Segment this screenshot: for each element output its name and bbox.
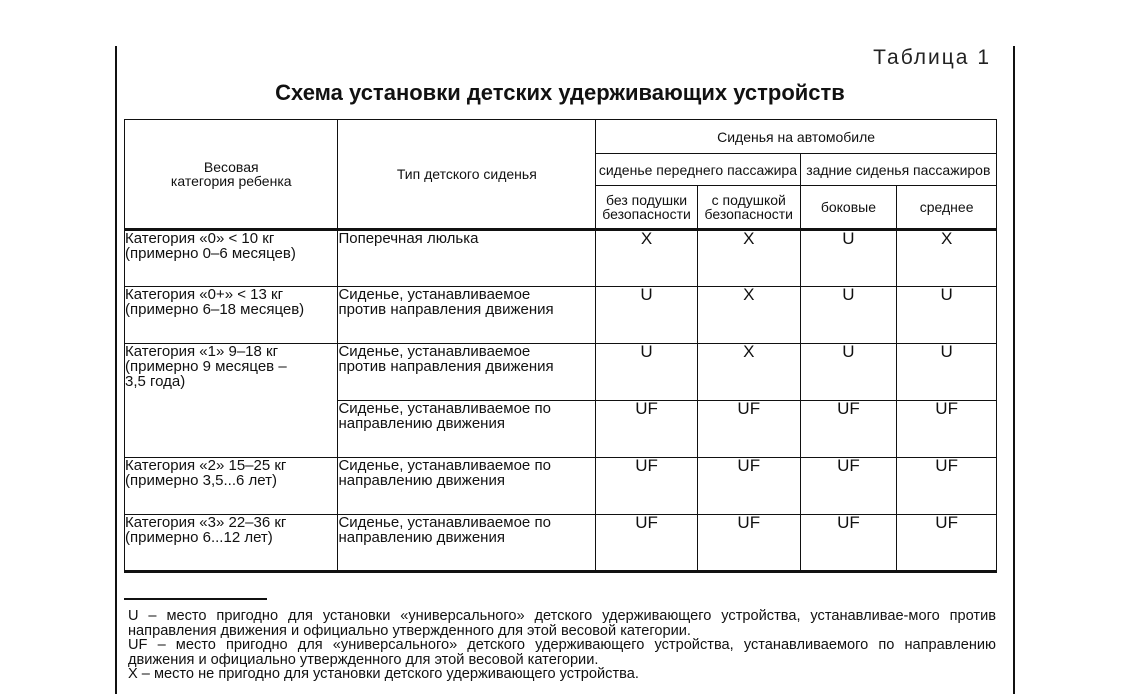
header-middle: среднее — [897, 186, 997, 230]
cell-rear-middle: X — [897, 230, 997, 287]
cell-front-without-airbag: UF — [596, 515, 698, 572]
cell-rear-middle: UF — [897, 458, 997, 515]
page-left-rule — [115, 46, 117, 694]
cell-rear-side: U — [800, 344, 897, 401]
header-without-airbag: без подушки безопасности — [596, 186, 698, 230]
table-number-label: Таблица 1 — [873, 46, 991, 69]
row-category: Категория «2» 15–25 кг (примерно 3,5...6 лет) — [125, 458, 338, 515]
table-row — [125, 344, 997, 401]
row-category: Категория «0» < 10 кг (примерно 0–6 месяцев) — [125, 230, 338, 287]
row-seat-type: Поперечная люлька — [338, 230, 596, 287]
cell-front-without-airbag: X — [596, 230, 698, 287]
footnote-divider — [124, 598, 267, 600]
cell-front-with-airbag: UF — [697, 401, 800, 458]
cell-rear-middle: UF — [897, 401, 997, 458]
cell-front-with-airbag: X — [697, 230, 800, 287]
footnote-u: U – место пригодно для установки «универсального» детского удерживающего устройства, устанавливае-мого против направления движения и официально утвержденного для этой весовой категории. — [128, 608, 996, 639]
header-car-seats: Сиденья на автомобиле — [596, 120, 997, 154]
cell-rear-side: UF — [800, 458, 897, 515]
table-row — [125, 515, 997, 572]
header-side: боковые — [800, 186, 897, 230]
row-seat-type: Сиденье, устанавливаемое по направлению движения — [338, 458, 596, 515]
cell-rear-side: UF — [800, 401, 897, 458]
header-with-airbag: с подушкой безопасности — [697, 186, 800, 230]
cell-front-without-airbag: U — [596, 344, 698, 401]
row-seat-type: Сиденье, устанавливаемое против направления движения — [338, 287, 596, 344]
row-category: Категория «0+» < 13 кг (примерно 6–18 месяцев) — [125, 287, 338, 344]
header-front-passenger: сиденье переднего пассажира — [596, 154, 800, 186]
cell-front-without-airbag: UF — [596, 458, 698, 515]
cell-rear-side: U — [800, 230, 897, 287]
header-rear-passengers: задние сиденья пассажиров — [800, 154, 996, 186]
cell-front-with-airbag: X — [697, 344, 800, 401]
row-category: Категория «3» 22–36 кг (примерно 6...12 лет) — [125, 515, 338, 572]
table-row — [125, 287, 997, 344]
cell-rear-middle: UF — [897, 515, 997, 572]
cell-rear-side: U — [800, 287, 897, 344]
cell-front-with-airbag: UF — [697, 515, 800, 572]
cell-rear-side: UF — [800, 515, 897, 572]
header-seat-type: Тип детского сиденья — [338, 120, 596, 230]
header-weight-category: Весовая категория ребенка — [125, 120, 338, 230]
cell-rear-middle: U — [897, 344, 997, 401]
row-category: Категория «1» 9–18 кг (примерно 9 месяцев – 3,5 года) — [125, 344, 338, 458]
child-restraint-table — [124, 119, 997, 573]
row-seat-type: Сиденье, устанавливаемое по направлению движения — [338, 401, 596, 458]
footnote-uf: UF – место пригодно для «универсального» детского удерживающего устройства, устанавливаемого по направлению движения и официально утвержденного для этой весовой категории. — [128, 637, 996, 668]
row-seat-type: Сиденье, устанавливаемое против направления движения — [338, 344, 596, 401]
page-right-rule — [1013, 46, 1015, 694]
table-row — [125, 458, 997, 515]
table-row — [125, 230, 997, 287]
cell-rear-middle: U — [897, 287, 997, 344]
cell-front-with-airbag: UF — [697, 458, 800, 515]
page-title: Схема установки детских удерживающих устройств — [275, 80, 845, 105]
footnotes — [128, 609, 996, 682]
row-seat-type: Сиденье, устанавливаемое по направлению движения — [338, 515, 596, 572]
cell-front-without-airbag: UF — [596, 401, 698, 458]
footnote-x: X – место не пригодно для установки детского удерживающего устройства. — [128, 666, 639, 683]
cell-front-with-airbag: X — [697, 287, 800, 344]
cell-front-without-airbag: U — [596, 287, 698, 344]
